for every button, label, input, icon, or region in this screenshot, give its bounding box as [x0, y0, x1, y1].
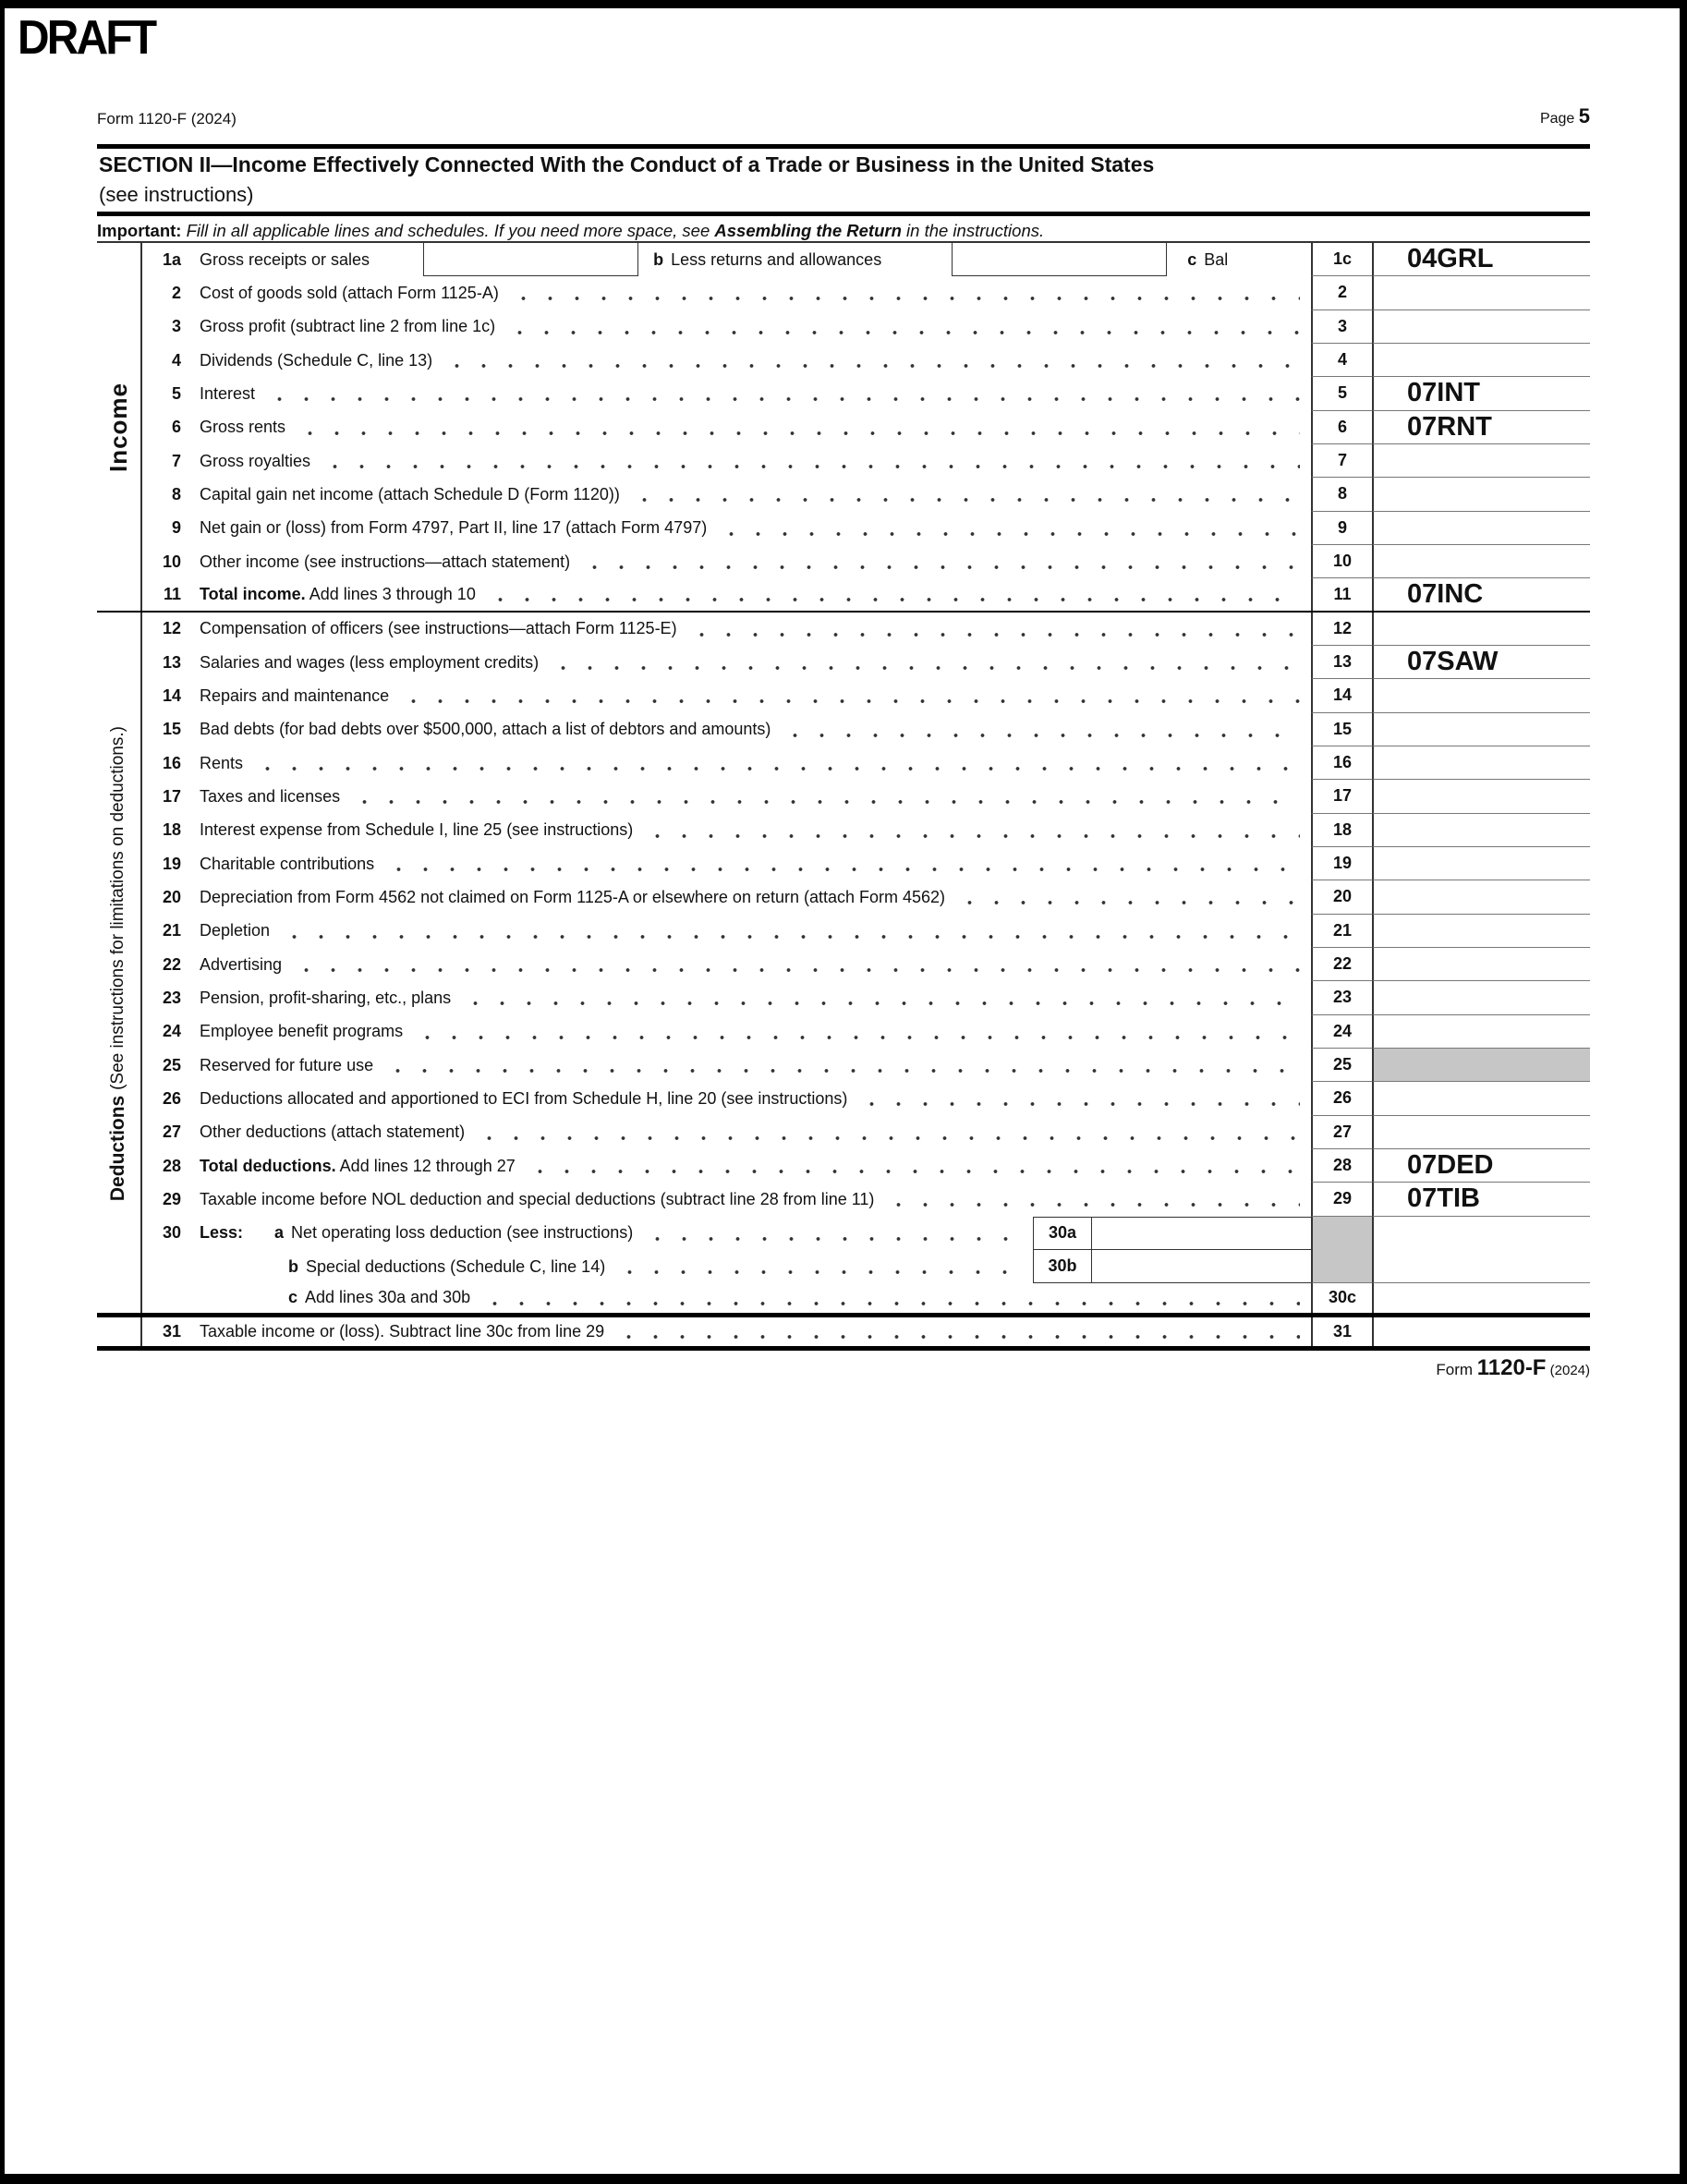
dot-leader: [293, 968, 1300, 972]
line-number-right: 8: [1311, 478, 1372, 511]
line-label: Add lines 30a and 30b: [305, 1288, 471, 1307]
line-number-right: 16: [1311, 746, 1372, 780]
amount-field-22[interactable]: [1372, 948, 1590, 981]
dot-leader: [414, 1036, 1300, 1039]
dot-leader: [510, 297, 1300, 300]
form-line-29: [97, 1183, 1590, 1216]
amount-field-29[interactable]: 07TIB: [1372, 1183, 1590, 1216]
line-label: Taxable income or (loss). Subtract line 30c from line 29: [200, 1321, 605, 1341]
line-number-right: 10: [1311, 545, 1372, 578]
line-number-right: 13: [1311, 646, 1372, 679]
special-deductions-input[interactable]: [1091, 1250, 1311, 1283]
page-label: Page: [1539, 111, 1579, 127]
line-number-right: 5: [1311, 377, 1372, 410]
line-number-right: 2: [1311, 276, 1372, 309]
line-number-left: 4: [171, 350, 181, 370]
line-number-left: 26: [162, 1088, 181, 1108]
line-label: Salaries and wages (less employment credits): [200, 652, 540, 672]
line-number-right: 14: [1311, 679, 1372, 712]
form-line-22: [97, 948, 1590, 981]
amount-field-21[interactable]: [1372, 915, 1590, 948]
line-number-left: 13: [162, 652, 181, 672]
form-line-27: [97, 1116, 1590, 1149]
dot-leader: [644, 1237, 1022, 1241]
line-label: Deductions allocated and apportioned to ECI from Schedule H, line 20 (see instructions): [200, 1088, 848, 1108]
line-number-left: 30: [162, 1223, 181, 1243]
amount-field-7[interactable]: [1372, 444, 1590, 478]
dot-leader: [476, 1136, 1300, 1140]
line-number-left: 20: [162, 887, 181, 906]
line-number-right: 27: [1311, 1116, 1372, 1149]
amount-field-6[interactable]: 07RNT: [1372, 411, 1590, 444]
form-line-21: [97, 915, 1590, 948]
line-number-right: [1311, 1250, 1372, 1283]
form-line-23: [97, 981, 1590, 1014]
line-number-left: 25: [162, 1055, 181, 1074]
form-line-19: [97, 847, 1590, 880]
dot-leader: [631, 498, 1300, 502]
amount-field-8[interactable]: [1372, 478, 1590, 511]
section-title: SECTION II—Income Effectively Connected With the Conduct of a Trade or Business in the United States: [99, 152, 1155, 176]
form-footer: [97, 1355, 1590, 1381]
sub-letter-c: c: [288, 1288, 298, 1307]
dot-leader: [550, 666, 1300, 670]
dot-leader: [688, 633, 1300, 637]
line-label: Reserved for future use: [200, 1055, 374, 1074]
line-number-left: 28: [162, 1156, 181, 1175]
line-number-right: 24: [1311, 1015, 1372, 1049]
dot-leader: [254, 767, 1300, 770]
form-line-11: [97, 578, 1590, 612]
line-number-right: 26: [1311, 1082, 1372, 1115]
line-label: Interest expense from Schedule I, line 25 (see instructions): [200, 820, 634, 840]
important-tail: in the instructions.: [901, 221, 1045, 240]
dot-leader: [351, 800, 1300, 804]
gross-receipts-input[interactable]: [423, 243, 638, 276]
amount-field-27[interactable]: [1372, 1116, 1590, 1149]
line-label: Cost of goods sold (attach Form 1125-A): [200, 283, 499, 302]
amount-field-24[interactable]: [1372, 1015, 1590, 1049]
line-number-right: 19: [1311, 847, 1372, 880]
form-line-3: [97, 310, 1590, 344]
line-number-left: 6: [171, 418, 181, 437]
line-number-left: 5: [171, 383, 181, 403]
form-line-20: [97, 880, 1590, 914]
form-line-12: [97, 613, 1590, 646]
amount-field-19[interactable]: [1372, 847, 1590, 880]
line-label: Taxable income before NOL deduction and special deductions (subtract line 28 from line 11): [200, 1189, 875, 1208]
dot-leader: [615, 1335, 1300, 1339]
form-line-5: [97, 377, 1590, 410]
footer-form-number: 1120-F: [1476, 1355, 1547, 1380]
line-number-right: 28: [1311, 1149, 1372, 1183]
line-label: Gross receipts or sales: [200, 249, 370, 269]
line-label: Advertising: [200, 954, 283, 974]
amount-field-15[interactable]: [1372, 713, 1590, 746]
amount-field-11[interactable]: 07INC: [1372, 578, 1590, 610]
line-label: Repairs and maintenance: [200, 686, 390, 705]
income-section-label: Income: [103, 382, 132, 473]
line-label: Interest: [200, 383, 256, 403]
line-number-left: 22: [162, 954, 181, 974]
line-label: Pension, profit-sharing, etc., plans: [200, 988, 452, 1007]
amount-field-30c[interactable]: [1372, 1283, 1590, 1312]
page-indicator: [1540, 104, 1590, 128]
line-number-left: 8: [171, 484, 181, 504]
line-number-right: 12: [1311, 613, 1372, 646]
amount-field-23[interactable]: [1372, 981, 1590, 1014]
dot-leader: [266, 397, 1300, 401]
form-line-13: [97, 646, 1590, 679]
amount-field-1c[interactable]: 04GRL: [1372, 243, 1590, 276]
returns-allowances-input[interactable]: [952, 243, 1167, 276]
form-line-9: [97, 512, 1590, 545]
important-body: Fill in all applicable lines and schedules. If you need more space, see: [181, 221, 715, 240]
income-deductions-table: [97, 241, 1590, 1351]
line-label: Gross rents: [200, 418, 286, 437]
sub-letter-c: c: [1187, 249, 1197, 269]
amount-field-14[interactable]: [1372, 679, 1590, 712]
form-line-30a: [97, 1217, 1590, 1250]
deductions-section-label: Deductions (See instructions for limitations on deductions.): [107, 726, 128, 1202]
line-label: Rents: [200, 753, 244, 772]
footer-year: (2024): [1546, 1363, 1590, 1378]
amount-field-26[interactable]: [1372, 1082, 1590, 1115]
dot-leader: [527, 1170, 1300, 1173]
line-label: Total deductions. Add lines 12 through 27: [200, 1156, 516, 1175]
nol-deduction-input[interactable]: [1091, 1217, 1311, 1250]
amount-field-25[interactable]: [1372, 1049, 1590, 1082]
dot-leader: [718, 532, 1300, 536]
line-label: Employee benefit programs: [200, 1022, 404, 1041]
draft-watermark: DRAFT: [18, 11, 155, 65]
line-label: Depreciation from Form 4562 not claimed on Form 1125-A or elsewhere on return (attach Form 4562): [200, 887, 946, 906]
line-label: Net gain or (loss) from Form 4797, Part II, line 17 (attach Form 4797): [200, 518, 708, 538]
amount-field-20[interactable]: [1372, 880, 1590, 914]
dot-leader: [506, 331, 1300, 334]
amount-field-31[interactable]: [1372, 1317, 1590, 1346]
line-number-right: [1311, 1217, 1372, 1250]
line-number-right: 17: [1311, 780, 1372, 813]
line-label: Capital gain net income (attach Schedule D (Form 1120)): [200, 484, 620, 504]
form-line-17: [97, 780, 1590, 813]
line-number-right: 7: [1311, 444, 1372, 478]
line-number-left: 17: [162, 786, 181, 806]
dot-leader: [322, 465, 1300, 468]
line-number-left: 18: [162, 820, 181, 840]
line-number-left: 21: [162, 921, 181, 940]
important-emphasis: Assembling the Return: [714, 221, 902, 240]
line-number-left: 23: [162, 988, 181, 1007]
less-label: Less:: [200, 1223, 244, 1243]
important-lead: Important:: [97, 221, 182, 240]
form-line-26: [97, 1082, 1590, 1115]
line-label: Depletion: [200, 921, 271, 940]
line-number-left: 14: [162, 686, 181, 705]
dot-leader: [487, 598, 1300, 601]
line-30b-box-label: 30b: [1033, 1250, 1091, 1283]
amount-field-16[interactable]: [1372, 746, 1590, 780]
form-id: Form 1120-F (2024): [97, 110, 237, 127]
form-line-1a: [97, 243, 1590, 276]
line-number-left: 2: [171, 283, 181, 302]
line-number-left: 1a: [162, 249, 181, 269]
line-label: Charitable contributions: [200, 854, 375, 873]
dot-leader: [385, 868, 1300, 871]
dot-leader: [644, 834, 1300, 838]
sub-letter-b: b: [653, 249, 664, 269]
form-line-7: [97, 444, 1590, 478]
dot-leader: [462, 1001, 1300, 1005]
line-number-right: 21: [1311, 915, 1372, 948]
line-number-right: 18: [1311, 814, 1372, 847]
amount-field-17[interactable]: [1372, 780, 1590, 813]
dot-leader: [281, 935, 1300, 939]
line-number-left: 9: [171, 518, 181, 538]
form-line-31: [97, 1317, 1590, 1351]
line-label: Compensation of officers (see instructions—attach Form 1125-E): [200, 619, 677, 638]
dot-leader: [616, 1270, 1022, 1274]
line-label: Special deductions (Schedule C, line 14): [306, 1256, 606, 1276]
line-number-left: 10: [162, 552, 181, 571]
form-line-15: [97, 713, 1590, 746]
amount-field-5[interactable]: 07INT: [1372, 377, 1590, 410]
form-header: [97, 104, 1590, 128]
line-30a-box-label: 30a: [1033, 1217, 1091, 1250]
sub-letter-a: a: [274, 1223, 285, 1243]
page-number: 5: [1578, 104, 1590, 127]
form-line-14: [97, 679, 1590, 712]
line-label: Gross royalties: [200, 451, 311, 470]
dot-leader: [384, 1069, 1300, 1073]
line-number-right: 30c: [1311, 1283, 1372, 1312]
dot-leader: [297, 431, 1300, 435]
line-number-left: 11: [163, 584, 181, 603]
amount-field-9[interactable]: [1372, 512, 1590, 545]
amount-field-30b[interactable]: [1372, 1250, 1590, 1283]
line-number-left: 12: [162, 619, 181, 638]
form-line-8: [97, 478, 1590, 511]
line-label: Taxes and licenses: [200, 786, 341, 806]
line-label: Other income (see instructions—attach statement): [200, 552, 571, 571]
dot-leader: [481, 1302, 1300, 1305]
form-line-30b: [97, 1250, 1590, 1283]
line-number-right: 31: [1311, 1317, 1372, 1346]
line-number-right: 4: [1311, 344, 1372, 377]
form-line-4: [97, 344, 1590, 377]
dot-leader: [400, 699, 1300, 703]
line-number-right: 6: [1311, 411, 1372, 444]
line-label: Bad debts (for bad debts over $500,000, attach a list of debtors and amounts): [200, 720, 771, 739]
line-number-left: 15: [162, 720, 181, 739]
line-label: Gross profit (subtract line 2 from line 1c): [200, 317, 496, 336]
section-header: [97, 144, 1590, 216]
dot-leader: [858, 1102, 1300, 1106]
form-line-28: [97, 1149, 1590, 1183]
dot-leader: [443, 364, 1300, 368]
line-number-left: 29: [162, 1189, 181, 1208]
amount-field-2[interactable]: [1372, 276, 1590, 309]
amount-field-30a[interactable]: [1372, 1217, 1590, 1250]
bal-label: Bal: [1204, 249, 1229, 269]
line-number-right: 20: [1311, 880, 1372, 914]
line-label: Other deductions (attach statement): [200, 1122, 466, 1142]
line-number-left: 24: [162, 1022, 181, 1041]
line-label: Total income. Add lines 3 through 10: [200, 584, 476, 603]
amount-field-12[interactable]: [1372, 613, 1590, 646]
section-subtitle: (see instructions): [99, 183, 254, 206]
line-number-left: 19: [162, 854, 181, 873]
form-line-2: [97, 276, 1590, 309]
line-number-left: 3: [171, 317, 181, 336]
line-number-right: 9: [1311, 512, 1372, 545]
amount-field-18[interactable]: [1372, 814, 1590, 847]
line-number-right: 3: [1311, 310, 1372, 344]
line-number-right: 11: [1311, 578, 1372, 610]
line-number-left: 16: [162, 753, 181, 772]
line-number-right: 23: [1311, 981, 1372, 1014]
form-line-30c: [97, 1283, 1590, 1316]
form-line-6: [97, 411, 1590, 444]
sub-letter-b: b: [288, 1256, 298, 1276]
form-line-10: [97, 545, 1590, 578]
amount-field-3[interactable]: [1372, 310, 1590, 344]
line-number-left: 31: [162, 1321, 181, 1341]
dot-leader: [782, 734, 1300, 737]
dot-leader: [956, 901, 1300, 904]
amount-field-4[interactable]: [1372, 344, 1590, 377]
line-number-left: 27: [162, 1122, 181, 1142]
amount-field-28[interactable]: 07DED: [1372, 1149, 1590, 1183]
form-line-24: [97, 1015, 1590, 1049]
amount-field-10[interactable]: [1372, 545, 1590, 578]
line-number-right: 22: [1311, 948, 1372, 981]
returns-allowances-label: Less returns and allowances: [671, 249, 882, 269]
important-note: [97, 221, 1590, 240]
line-label: Net operating loss deduction (see instructions): [291, 1223, 634, 1243]
line-number-right: 25: [1311, 1049, 1372, 1082]
form-line-18: [97, 814, 1590, 847]
dot-leader: [885, 1203, 1300, 1207]
line-number-left: 7: [171, 451, 181, 470]
line-label: Dividends (Schedule C, line 13): [200, 350, 433, 370]
form-line-25: [97, 1049, 1590, 1082]
form-line-16: [97, 746, 1590, 780]
line-number-right: 1c: [1311, 243, 1372, 276]
footer-form-word: Form: [1436, 1361, 1477, 1378]
amount-field-13[interactable]: 07SAW: [1372, 646, 1590, 679]
dot-leader: [581, 565, 1300, 569]
line-number-right: 15: [1311, 713, 1372, 746]
line-number-right: 29: [1311, 1183, 1372, 1216]
